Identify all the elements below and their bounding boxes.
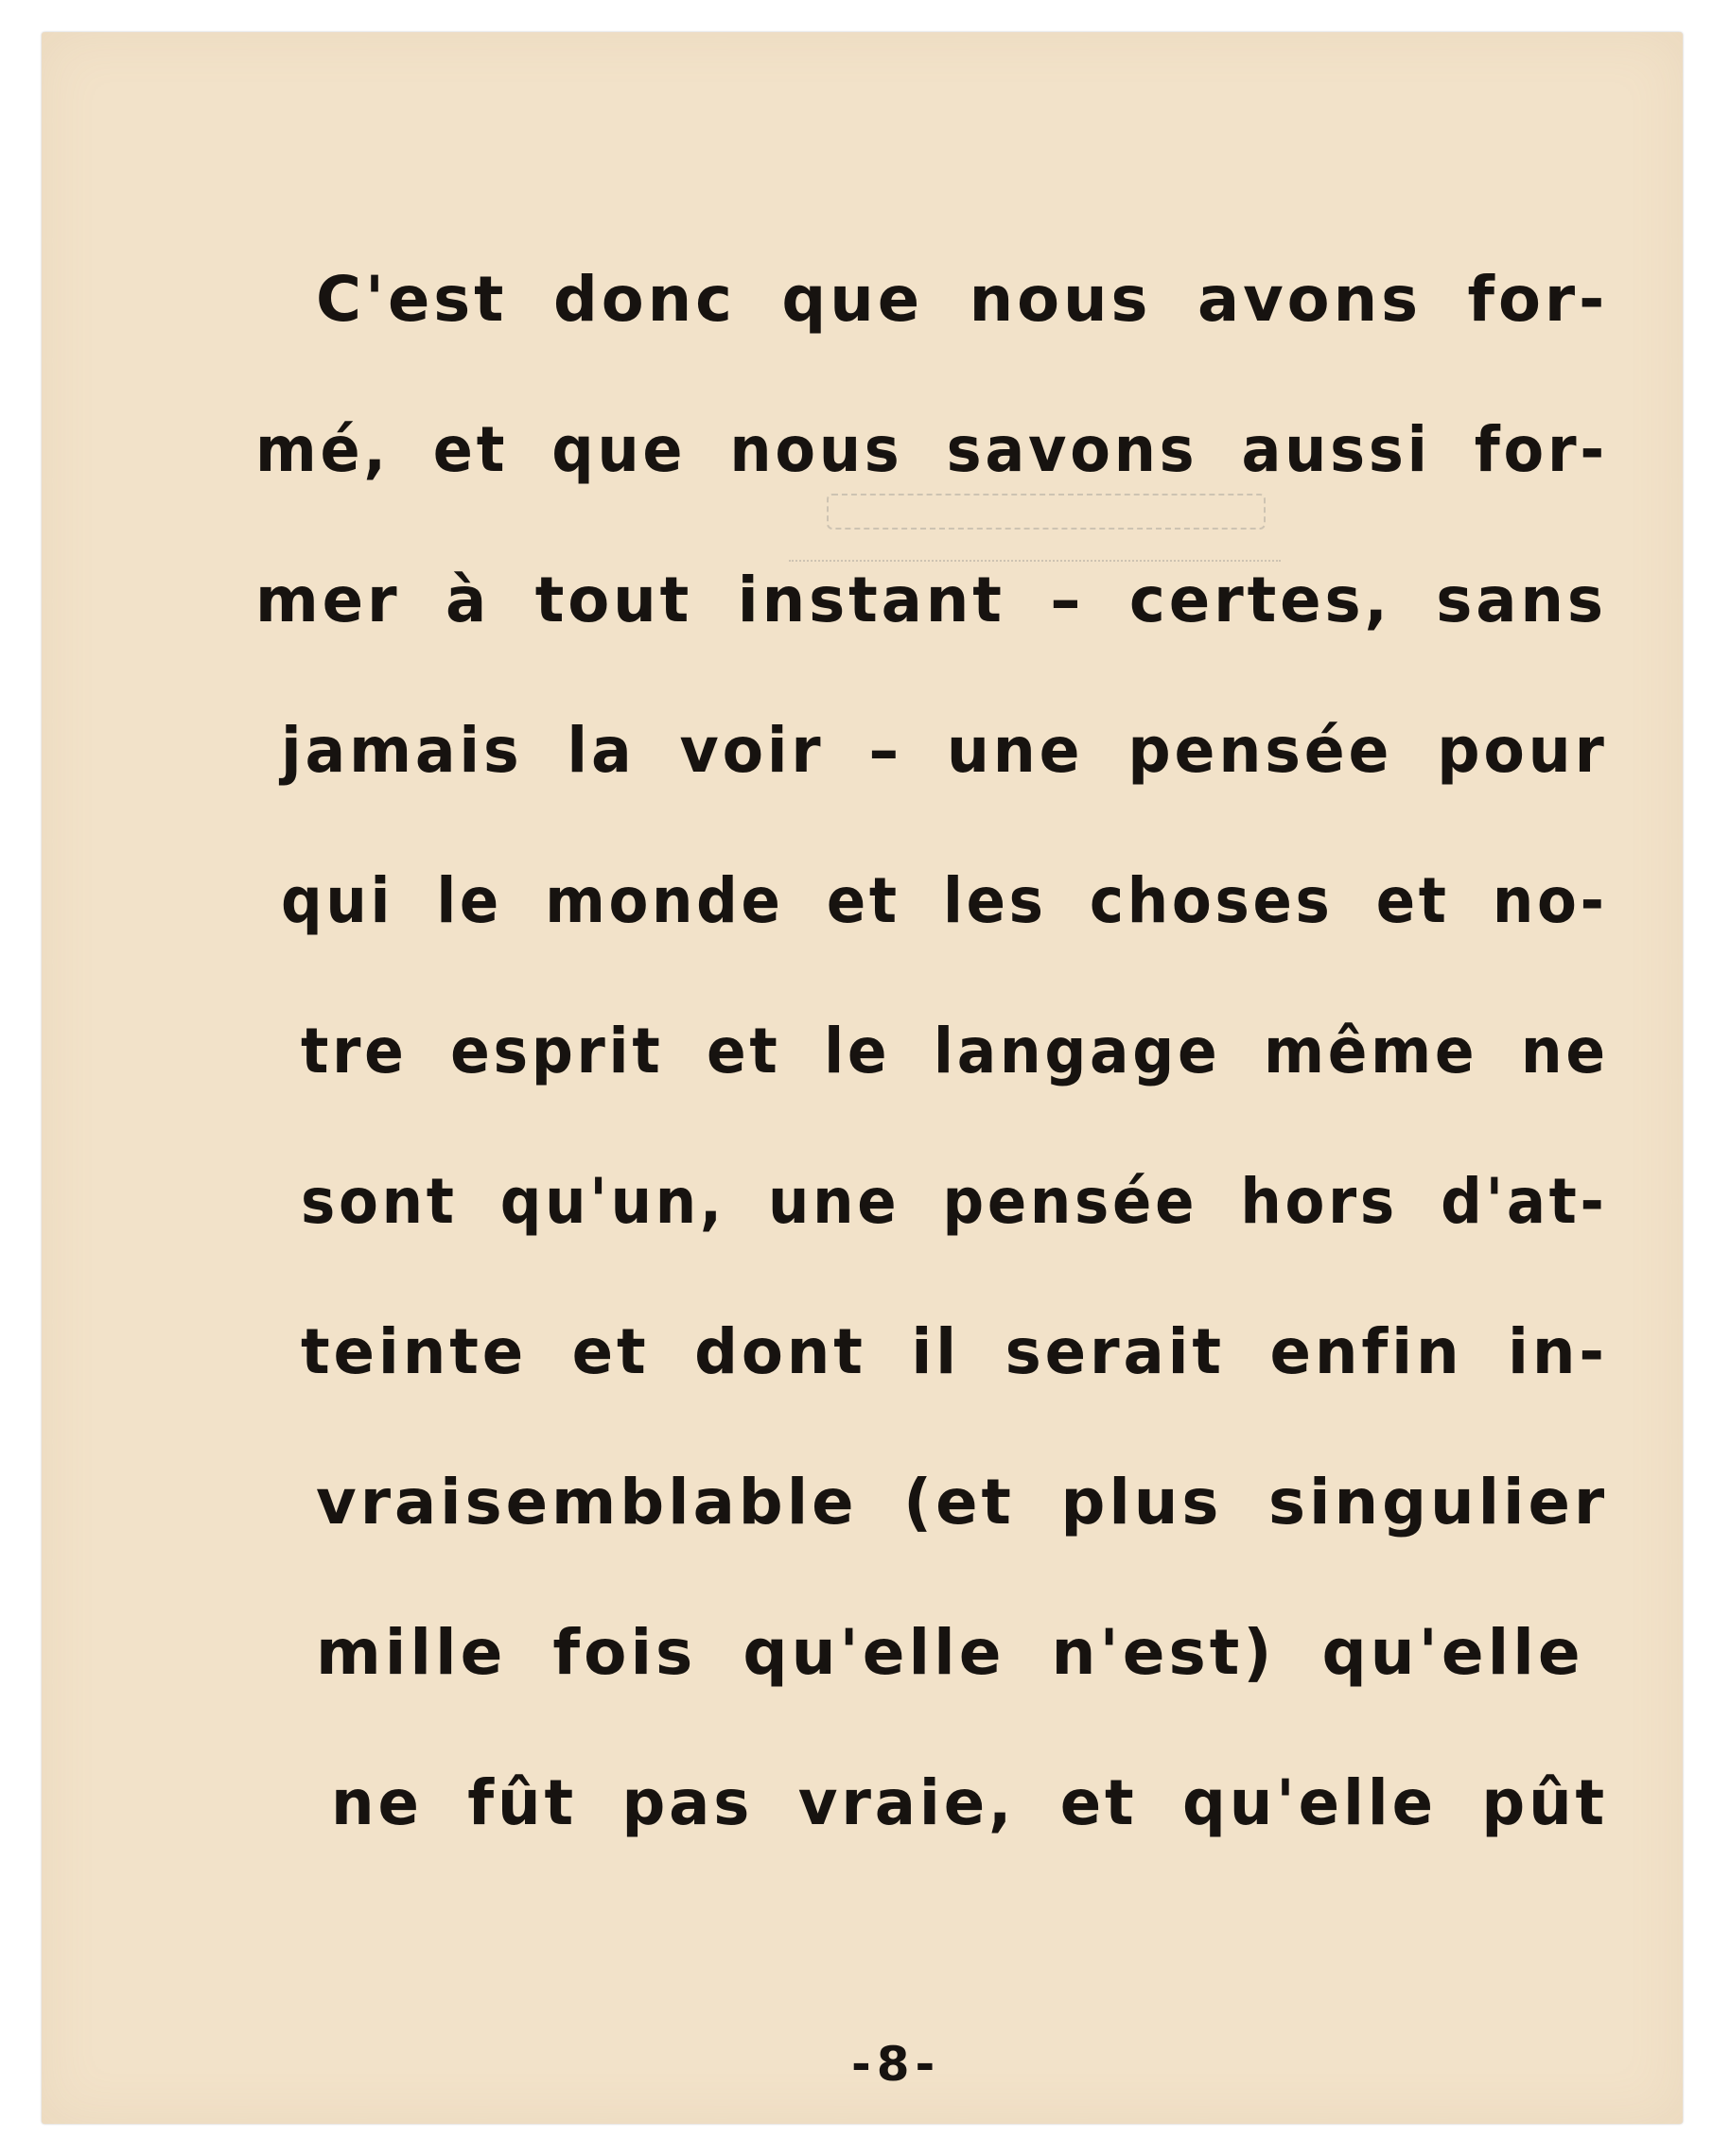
page-number: -8- [851, 2037, 941, 2092]
text-line-5: qui le monde et les choses et no- [281, 864, 1608, 937]
text-line-7: sont qu'un, une pensée hors d'at- [301, 1165, 1608, 1238]
text-line-9: vraisemblable (et plus singulier [316, 1466, 1609, 1539]
text-line-8: teinte et dont il serait enfin in- [301, 1315, 1608, 1388]
text-line-10: mille fois qu'elle n'est) qu'elle [316, 1616, 1584, 1689]
text-line-2: mé, et que nous savons aussi for- [255, 413, 1608, 486]
text-line-6: tre esprit et le langage même ne [301, 1015, 1609, 1087]
text-line-4: jamais la voir – une pensée pour [281, 714, 1608, 787]
text-line-3: mer à tout instant – certes, sans [255, 564, 1607, 636]
text-line-1: C'est donc que nous avons for- [316, 263, 1609, 336]
text-line-11: ne fût pas vraie, et qu'elle pût [331, 1766, 1609, 1839]
